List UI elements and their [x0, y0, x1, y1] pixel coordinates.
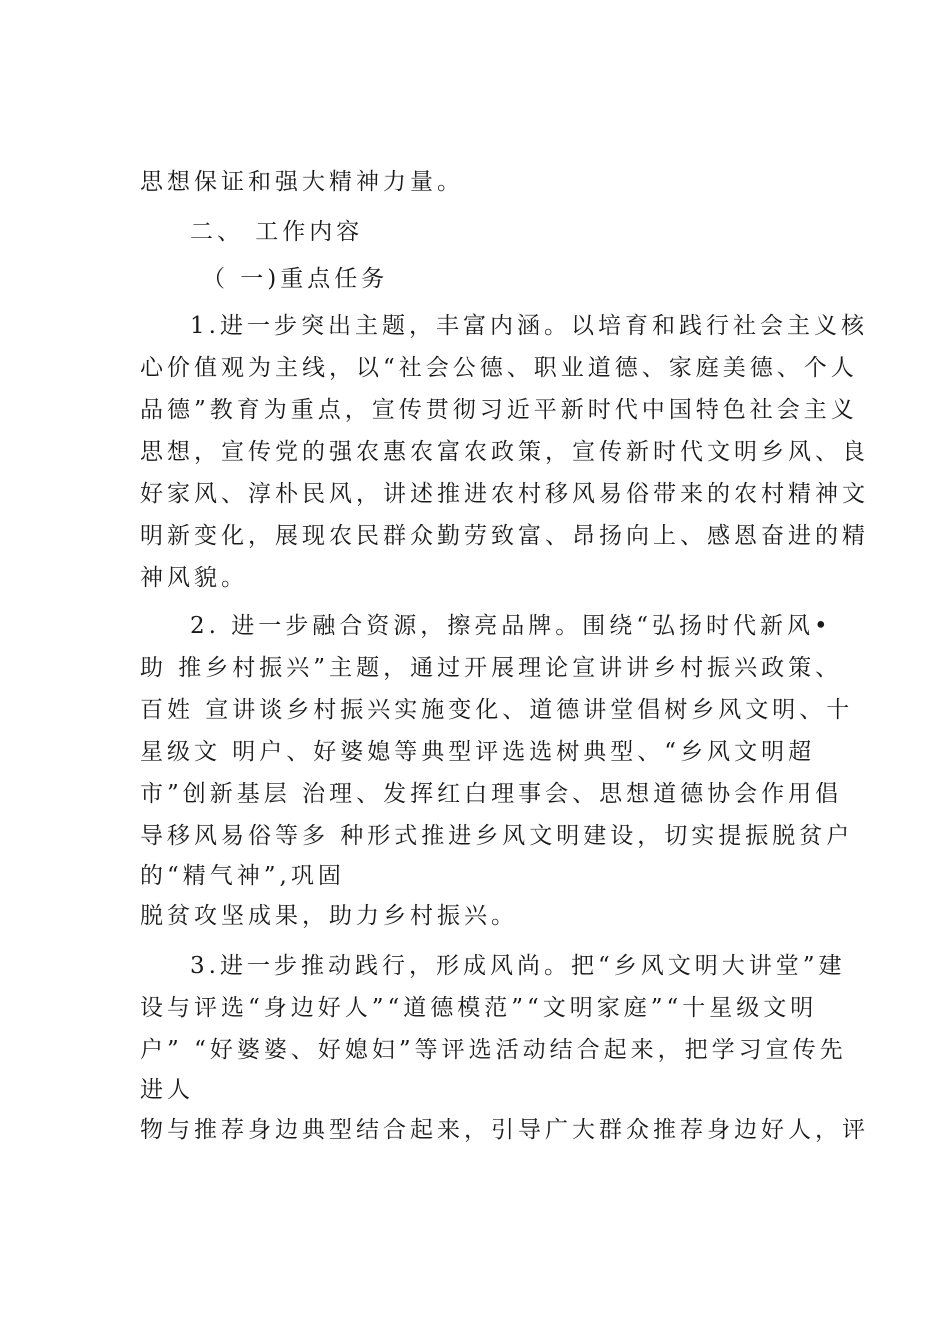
paragraph-line: 市”创新基层 治理、发挥红白理事会、思想道德协会作用倡 [140, 781, 843, 807]
paragraph-line: 神风貌。 [140, 565, 248, 591]
paragraph-line: 3.进一步推动践行，形成风尚。把“乡风文明大讲堂”建 [190, 953, 846, 979]
paragraph-line: 助 推乡村振兴”主题，通过开展理论宣讲讲乡村振兴政策、 [140, 655, 843, 681]
paragraph-line: 思想保证和强大精神力量。 [140, 169, 464, 195]
paragraph-line: 进人 [140, 1077, 194, 1103]
paragraph-line: 物与推荐身边典型结合起来，引导广大群众推荐身边好人，评 [140, 1117, 869, 1143]
paragraph-line: 导移风易俗等多 种形式推进乡风文明建设，切实提振脱贫户 [140, 823, 854, 849]
paragraph-line: 品德”教育为重点，宣传贯彻习近平新时代中国特色社会主义 [140, 397, 858, 423]
paragraph-line: 的“精气神”,巩固 [140, 863, 345, 889]
paragraph-line: 1.进一步突出主题，丰富内涵。以培育和践行社会主义核 [190, 313, 868, 339]
paragraph-line: 好家风、淳朴民风，讲述推进农村移风易俗带来的农村精神文 [140, 481, 869, 507]
paragraph-line: 2. 进一步融合资源，擦亮品牌。围绕“弘扬时代新风• [190, 613, 832, 639]
paragraph-line: 思想，宣传党的强农惠农富农政策，宣传新时代文明乡风、良 [140, 439, 869, 465]
paragraph-line: 星级文 明户、好婆媳等典型评选选树典型、“乡风文明超 [140, 739, 816, 765]
subsection-heading: （ 一)重点任务 [202, 266, 389, 292]
section-heading: 二、 工作内容 [190, 219, 364, 245]
paragraph-line: 心价值观为主线，以“社会公德、职业道德、家庭美德、个人 [140, 355, 858, 381]
paragraph-line: 明新变化，展现农民群众勤劳致富、昂扬向上、感恩奋进的精 [140, 523, 869, 549]
paragraph-line: 百姓 宣讲谈乡村振兴实施变化、道德讲堂倡树乡风文明、十 [140, 697, 854, 723]
paragraph-line: 脱贫攻坚成果，助力乡村振兴。 [140, 903, 518, 929]
paragraph-line: 户” “好婆婆、好媳妇”等评选活动结合起来，把学习宣传先 [140, 1037, 847, 1063]
paragraph-line: 设与评选“身边好人”“道德模范”“文明家庭”“十星级文明 [140, 995, 818, 1021]
